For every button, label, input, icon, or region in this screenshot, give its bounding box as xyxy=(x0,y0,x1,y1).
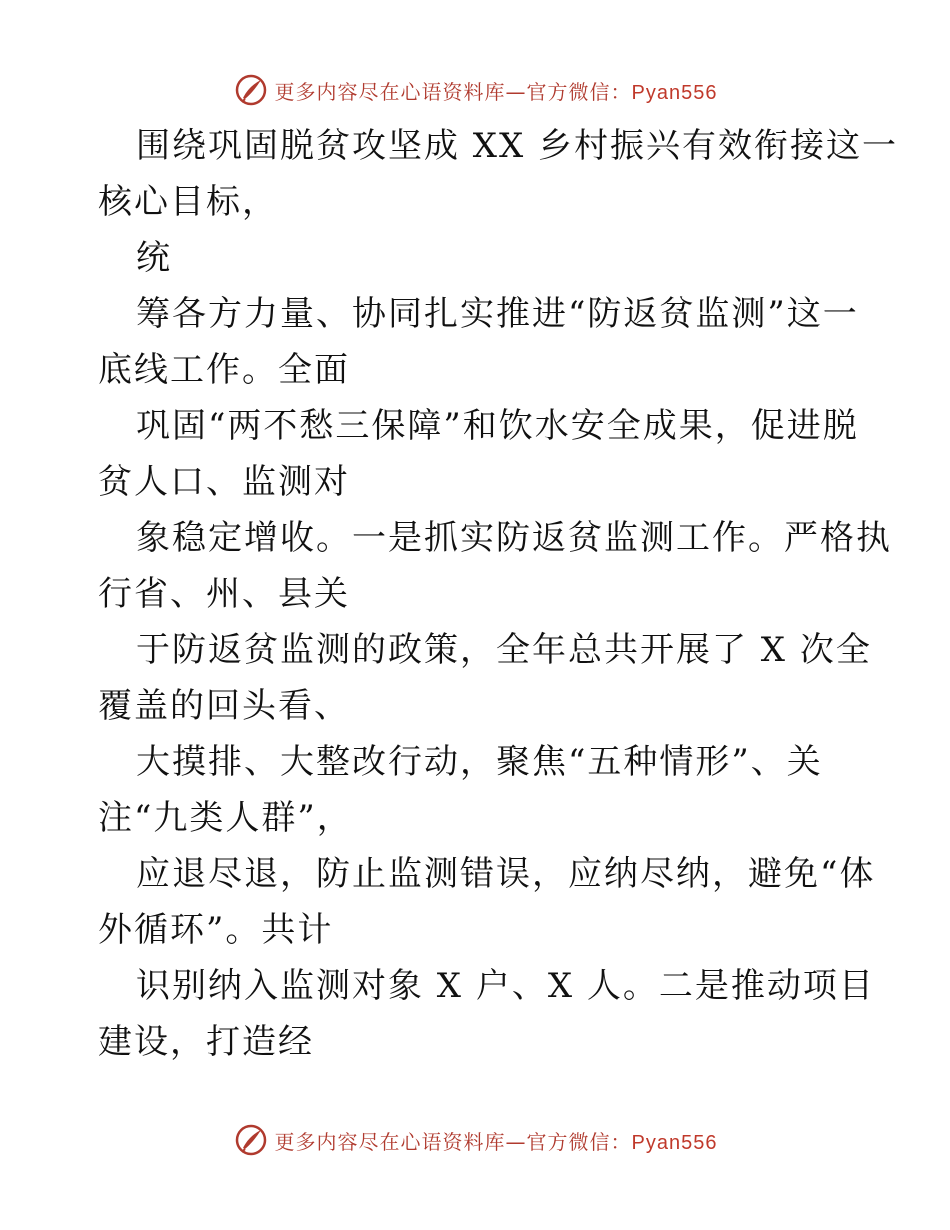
watermark-text xyxy=(275,1126,718,1155)
body-text-line: 统 xyxy=(136,238,172,278)
body-text-line: 核心目标， xyxy=(98,182,278,222)
body-text-line: 建设，打造经 xyxy=(98,1022,314,1062)
body-text-line: 覆盖的回头看、 xyxy=(98,686,350,726)
body-text-line: 应退尽退，防止监测错误，应纳尽纳，避免“体 xyxy=(136,854,876,894)
body-text-line: 贫人口、监测对 xyxy=(98,462,350,502)
body-text-line: 底线工作。全面 xyxy=(98,350,350,390)
body-text-line: 筹各方力量、协同扎实推进“防返贫监测”这一 xyxy=(136,294,859,334)
body-text-line: 于防返贫监测的政策，全年总共开展了 X 次全 xyxy=(136,630,872,670)
watermark-label: 更多内容尽在心语资料库—官方微信： xyxy=(274,79,632,104)
quill-logo-icon xyxy=(233,72,269,108)
body-text-line: 象稳定增收。一是抓实防返贫监测工作。严格执 xyxy=(136,518,892,558)
watermark-text xyxy=(275,76,718,105)
body-text-line: 识别纳入监测对象 X 户、X 人。二是推动项目 xyxy=(136,966,875,1006)
document-body xyxy=(98,118,899,1070)
body-text-line: 行省、州、县关 xyxy=(98,574,350,614)
header-watermark xyxy=(0,70,950,110)
body-text-line: 大摸排、大整改行动，聚焦“五种情形”、关 xyxy=(136,742,823,782)
body-text-line: 外循环”。共计 xyxy=(98,910,334,950)
watermark-handle: Pyan556 xyxy=(631,81,718,104)
body-text-line: 围绕巩固脱贫攻坚成 XX 乡村振兴有效衔接这一 xyxy=(136,126,899,166)
watermark-handle: Pyan556 xyxy=(631,1131,718,1154)
body-text-line: 注“九类人群”， xyxy=(98,798,353,838)
quill-logo-icon xyxy=(233,1122,269,1158)
watermark-label: 更多内容尽在心语资料库—官方微信： xyxy=(274,1129,632,1154)
body-text-line: 巩固“两不愁三保障”和饮水安全成果，促进脱 xyxy=(136,406,859,446)
footer-watermark xyxy=(0,1120,950,1160)
